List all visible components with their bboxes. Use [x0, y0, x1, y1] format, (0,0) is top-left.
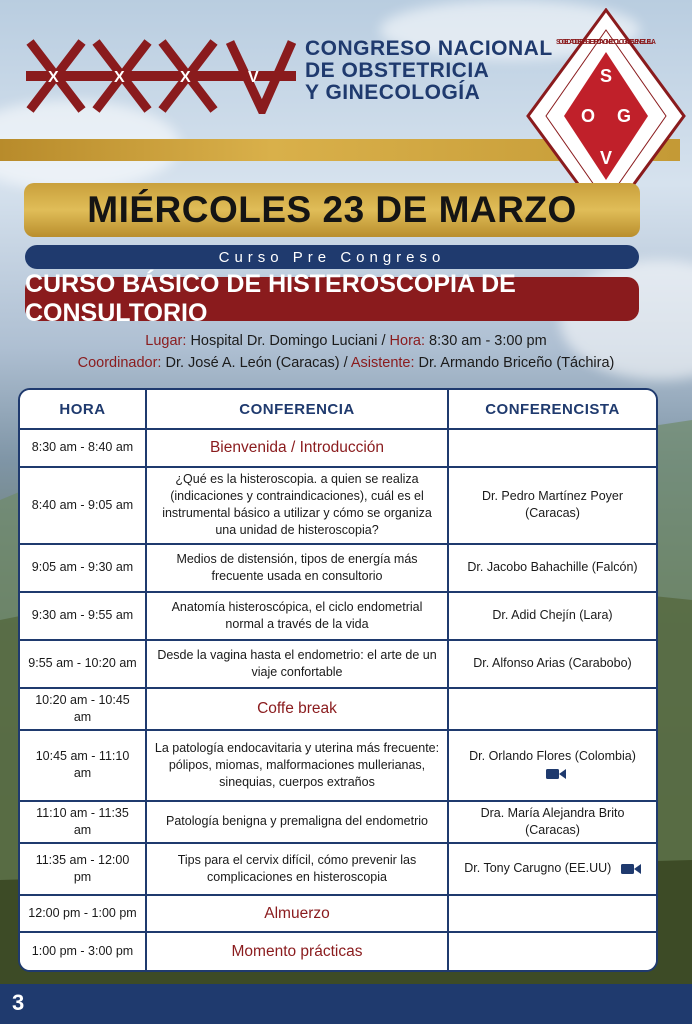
footer-bar: [0, 984, 692, 1024]
cell-hora: 9:30 am - 9:55 am: [20, 592, 146, 640]
cell-conferencia: ¿Qué es la histeroscopia. a quien se realiza (indicaciones y contraindicaciones), cuál es el instrumental básico a utilizar y cómo se organiza una unidad de histeroscopia?: [146, 467, 448, 544]
cell-conferencista: Dra. María Alejandra Brito (Caracas): [448, 801, 656, 843]
congress-line-2: DE OBSTETRICIA: [305, 59, 490, 82]
cell-conferencista: [448, 895, 656, 933]
cell-hora: 9:05 am - 9:30 am: [20, 544, 146, 592]
hora-label: Hora:: [389, 333, 425, 349]
cell-conferencia: Momento prácticas: [146, 932, 448, 970]
schedule-table: [18, 388, 658, 972]
cell-conferencia: Desde la vagina hasta el endometrio: el arte de un viaje confortable: [146, 640, 448, 688]
cell-conferencista: Dr. Alfonso Arias (Carabobo): [448, 640, 656, 688]
svg-text:X: X: [180, 69, 191, 86]
table-row: [20, 801, 656, 843]
cell-conferencista-with-video: [448, 843, 656, 895]
logo-letter-g: G: [616, 106, 632, 126]
logo-ring-text: SOCIEDAD DE OBSTETRICIA Y GINECOLOGÍA DE VENEZUELA: [556, 39, 656, 46]
table-row: [20, 592, 656, 640]
congress-title: [305, 38, 553, 104]
asistente-value: Dr. Armando Briceño (Táchira): [418, 355, 615, 371]
roman-numeral-logo: [26, 38, 296, 114]
table-row: [20, 932, 656, 970]
info-line-staff: [0, 355, 692, 371]
cell-conferencista: [448, 429, 656, 467]
lugar-value: Hospital Dr. Domingo Luciani /: [190, 333, 386, 349]
info-line-location: [0, 333, 692, 349]
table-row: [20, 688, 656, 730]
cell-conferencia: Medios de distensión, tipos de energía más frecuente usada en consultorio: [146, 544, 448, 592]
cell-hora: 9:55 am - 10:20 am: [20, 640, 146, 688]
cell-hora: 11:10 am - 11:35 am: [20, 801, 146, 843]
table-row: [20, 640, 656, 688]
conferencista-name: Dr. Orlando Flores (Colombia): [469, 749, 636, 764]
congress-line-3: Y GINECOLOGÍA: [305, 81, 481, 104]
cell-conferencia: La patología endocavitaria y uterina más frecuente: pólipos, miomas, malformaciones mullerianas, sinequias, cuerpos extraños: [146, 730, 448, 801]
header-conferencia: CONFERENCIA: [146, 390, 448, 429]
cell-hora: 10:45 am - 11:10 am: [20, 730, 146, 801]
cell-conferencia: Almuerzo: [146, 895, 448, 933]
hora-value: 8:30 am - 3:00 pm: [429, 333, 547, 349]
table-row: [20, 895, 656, 933]
cell-conferencista: Dr. Pedro Martínez Poyer (Caracas): [448, 467, 656, 544]
cell-conferencista: Dr. Adid Chejín (Lara): [448, 592, 656, 640]
coordinador-label: Coordinador:: [77, 355, 162, 371]
svg-text:X: X: [48, 69, 59, 86]
cell-conferencista-with-video: [448, 730, 656, 801]
lugar-label: Lugar:: [145, 333, 187, 349]
table-row: [20, 467, 656, 544]
congress-line-1: CONGRESO NACIONAL: [305, 37, 553, 60]
date-banner: MIÉRCOLES 23 DE MARZO: [24, 183, 640, 237]
cell-conferencia: Coffe break: [146, 688, 448, 730]
video-camera-icon: [546, 768, 566, 780]
header-conferencista: CONFERENCISTA: [448, 390, 656, 429]
table-row: [20, 843, 656, 895]
cell-conferencista: [448, 932, 656, 970]
table-row: [20, 730, 656, 801]
conferencista-name: Dr. Tony Carugno (EE.UU): [464, 861, 612, 876]
precongress-label: Curso Pre Congreso: [25, 245, 639, 269]
cell-hora: 1:00 pm - 3:00 pm: [20, 932, 146, 970]
cell-conferencia: Bienvenida / Introducción: [146, 429, 448, 467]
cell-hora: 8:30 am - 8:40 am: [20, 429, 146, 467]
cell-conferencista: [448, 688, 656, 730]
cell-conferencia: Patología benigna y premaligna del endometrio: [146, 801, 448, 843]
cell-conferencia: Anatomía histeroscópica, el ciclo endometrial normal a través de la vida: [146, 592, 448, 640]
page-number: 3: [12, 990, 25, 1015]
course-title: CURSO BÁSICO DE HISTEROSCOPIA DE CONSULTORIO: [25, 277, 639, 321]
logo-letter-s: S: [599, 66, 613, 86]
header-hora: HORA: [20, 390, 146, 429]
svg-text:V: V: [248, 69, 259, 86]
table-row: [20, 544, 656, 592]
svg-text:X: X: [114, 69, 125, 86]
cell-hora: 12:00 pm - 1:00 pm: [20, 895, 146, 933]
logo-letter-v: V: [599, 148, 613, 168]
logo-letter-o: O: [580, 106, 596, 126]
cell-hora: 10:20 am - 10:45 am: [20, 688, 146, 730]
coordinador-value: Dr. José A. León (Caracas) /: [165, 355, 348, 371]
cell-hora: 8:40 am - 9:05 am: [20, 467, 146, 544]
cell-hora: 11:35 am - 12:00 pm: [20, 843, 146, 895]
video-camera-icon: [621, 863, 641, 875]
asistente-label: Asistente:: [350, 355, 415, 371]
cell-conferencia: Tips para el cervix difícil, cómo prevenir las complicaciones en histeroscopia: [146, 843, 448, 895]
cell-conferencista: Dr. Jacobo Bahachille (Falcón): [448, 544, 656, 592]
table-header-row: [20, 390, 656, 429]
table-row: [20, 429, 656, 467]
